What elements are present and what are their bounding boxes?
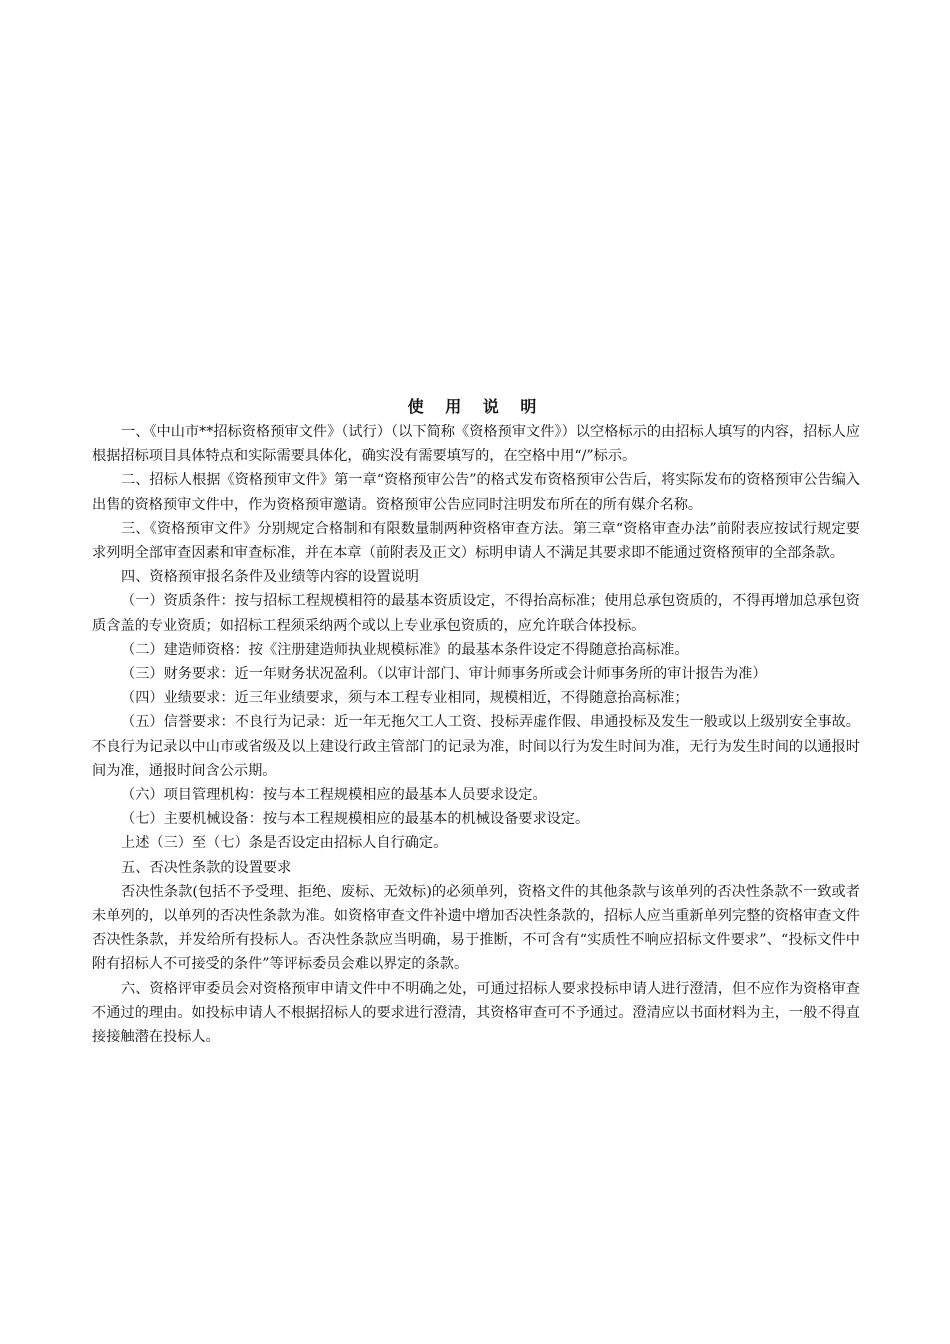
paragraph-5-heading: 五、否决性条款的设置要求: [121, 859, 292, 876]
paragraph-5-body: 否决性条款(包括不予受理、拒绝、废标、无效标)的必须单列，资格文件的其他条款与该单列的否决性条款不一致或者未单列的，以单列的否决性条款为准。如资格审查文件补遗中增加否决性条款的，招标人应当重新单列完整的资格审查文件否决性条款，并发给所有投标人。否决性条款应当明确，易于推断，不可含有“实质性不响应招标文件要求”、“投标文件中附有招标人不可接受的条件”等评标委员会难以界定的条款。: [92, 883, 860, 973]
paragraph-1: 一、《中山市**招标资格预审文件》（试行）（以下简称《资格预审文件》）以空格标示的由招标人填写的内容，招标人应根据招标项目具体特点和实际需要具体化，确实没有需要填写的，在空格中用“/”标示。: [92, 424, 860, 465]
clause-credit: （五）信誉要求：不良行为记录：近一年无拖欠工人工资、投标弄虚作假、串通投标及发生一般或以上级别安全事故。不良行为记录以中山市或省级及以上建设行政主管部门的记录为准，时间以行为发生时间为准，无行为发生时间的以通报时间为准，通报时间含公示期。: [92, 714, 860, 779]
paragraph-6: 六、资格评审委员会对资格预审申请文件中不明确之处，可通过招标人要求投标申请人进行澄清，但不应作为资格审查不通过的理由。如投标申请人不根据招标人的要求进行澄清，其资格审查可不予通过。澄清应以书面材料为主，一般不得直接接触潜在投标人。: [92, 980, 860, 1046]
paragraph-3: 三、《资格预审文件》分别规定合格制和有限数量制两种资格审查方法。第三章“资格审查办法”前附表应按试行规定要求列明全部审查因素和审查标准，并在本章（前附表及正文）标明申请人不满足其要求即不能通过资格预审的全部条款。: [92, 520, 860, 562]
clause-qualification: （一）资质条件：按与招标工程规模相符的最基本资质设定，不得抬高标准；使用总承包资质的，不得再增加总承包资质含盖的专业资质；如招标工程须采纳两个或以上专业承包资质的，应允许联合体投标。: [92, 593, 860, 634]
clause-performance: （四）业绩要求：近三年业绩要求，须与本工程专业相同，规模相近，不得随意抬高标准；: [121, 690, 689, 707]
paragraph-2: 二、招标人根据《资格预审文件》第一章“资格预审公告”的格式发布资格预审公告后，将实际发布的资格预审公告编入出售的资格预审文件中，作为资格预审邀请。资格预审公告应同时注明发布所在的所有媒介名称。: [92, 472, 860, 513]
paragraph-4-heading: 四、资格预审报名条件及业绩等内容的设置说明: [121, 569, 419, 586]
document-body: [92, 394, 860, 1049]
clause-management: （六）项目管理机构：按与本工程规模相应的最基本人员要求设定。: [121, 787, 547, 804]
clause-finance: （三）财务要求：近一年财务状况盈利。（以审计部门、审计师事务所或会计师事务所的审计报告为准）: [121, 666, 767, 683]
clause-constructor: （二）建造师资格：按《注册建造师执业规模标准》的最基本条件设定不得随意抬高标准。: [121, 641, 689, 658]
paragraph-note: 上述（三）至（七）条是否设定由招标人自行确定。: [121, 835, 448, 852]
clause-equipment: （七）主要机械设备：按与本工程规模相应的最基本的机械设备要求设定。: [121, 811, 590, 828]
document-title: 使 用 说 明: [407, 397, 545, 416]
